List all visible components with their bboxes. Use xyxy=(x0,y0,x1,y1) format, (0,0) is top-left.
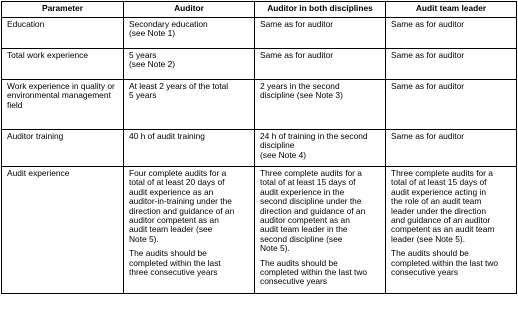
header-auditor: Auditor xyxy=(124,2,255,18)
header-auditor-both-disciplines: Auditor in both disciplines xyxy=(255,2,386,18)
cell-auditor: 5 years (see Note 2) xyxy=(124,49,255,80)
cell-parameter: Work experience in quality or environmental management field xyxy=(2,80,124,130)
leader-experience-requirement: Three complete audits for a total of at least 15 days of audit experience acting in the role of an audit team leader under the direction and guidance of an auditor competent as an audit team leader (see Note 5). xyxy=(391,168,495,244)
cell-leader: Same as for auditor xyxy=(386,80,517,130)
cell-parameter: Total work experience xyxy=(2,49,124,80)
cell-parameter: Auditor training xyxy=(2,130,124,167)
auditor-experience-requirement: Four complete audits for a total of at least 20 days of audit experience as an auditor-in-training under the direction and guidance of an auditor competent as an audit team leader (see Note 5). xyxy=(129,168,235,244)
cell-auditor: At least 2 years of the total 5 years xyxy=(124,80,255,130)
cell-parameter: Audit experience xyxy=(2,167,124,294)
cell-leader: Same as for auditor xyxy=(386,130,517,167)
leader-experience-timeframe: The audits should be completed within the last two consecutive years xyxy=(391,248,499,278)
auditor-experience-timeframe: The audits should be completed within the last three consecutive years xyxy=(129,248,221,278)
header-audit-team-leader: Audit team leader xyxy=(386,2,517,18)
table-row xyxy=(2,130,517,167)
both-experience-requirement: Three complete audits for a total of at least 15 days of audit experience in the second discipline under the direction and guidance of an auditor competent as an audit team leader in the second discipline (see Note 5). xyxy=(260,168,366,254)
cell-leader: Same as for auditor xyxy=(386,18,517,49)
auditor-requirements-table xyxy=(1,1,517,294)
cell-both: Same as for auditor xyxy=(255,18,386,49)
table-row xyxy=(2,49,517,80)
cell-both: Same as for auditor xyxy=(255,49,386,80)
table-header-row xyxy=(2,2,517,18)
cell-auditor: 40 h of audit training xyxy=(124,130,255,167)
cell-auditor: Secondary education (see Note 1) xyxy=(124,18,255,49)
table-row xyxy=(2,80,517,130)
table-row xyxy=(2,167,517,294)
cell-parameter: Education xyxy=(2,18,124,49)
cell-both xyxy=(255,167,386,294)
both-experience-timeframe: The audits should be completed within the last two consecutive years xyxy=(260,257,368,287)
cell-both: 2 years in the second discipline (see Note 3) xyxy=(255,80,386,130)
cell-auditor xyxy=(124,167,255,294)
cell-both: 24 h of training in the second discipline (see Note 4) xyxy=(255,130,386,167)
cell-leader: Same as for auditor xyxy=(386,49,517,80)
cell-leader xyxy=(386,167,517,294)
table-row xyxy=(2,18,517,49)
header-parameter: Parameter xyxy=(2,2,124,18)
